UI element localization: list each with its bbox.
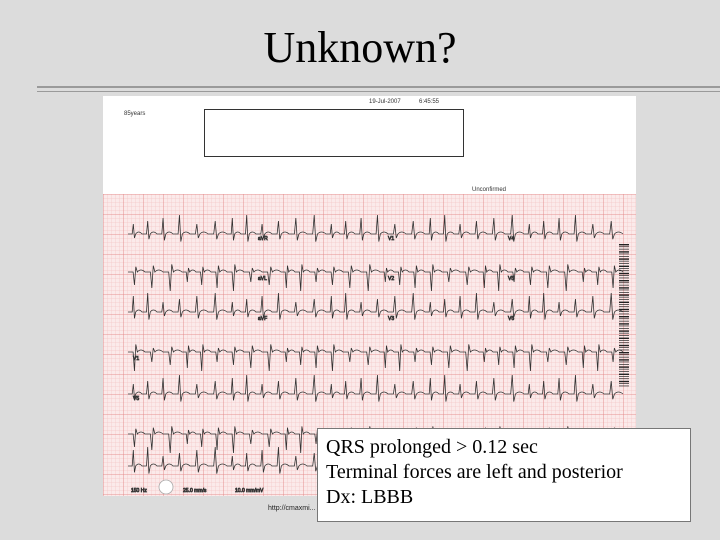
ecg-date: 19-Jul-2007 xyxy=(369,99,401,105)
barcode-bar xyxy=(619,246,629,247)
lead-label: V3 xyxy=(388,316,395,322)
ecg-footer-text: 10.0 mm/mV xyxy=(235,488,264,494)
barcode-bar xyxy=(619,290,629,291)
barcode-bar xyxy=(619,292,629,293)
barcode-bar xyxy=(619,244,629,245)
barcode-bar xyxy=(619,318,629,319)
lead-label: V2 xyxy=(388,276,395,282)
barcode-bar xyxy=(619,258,629,259)
barcode-bar xyxy=(619,342,629,343)
barcode-bar xyxy=(619,345,629,346)
barcode-bar xyxy=(619,326,629,327)
barcode-bar xyxy=(619,273,629,274)
lead-label: V5 xyxy=(133,396,140,402)
barcode-bar xyxy=(619,302,629,303)
barcode-bar xyxy=(619,383,629,384)
lead-label: V6 xyxy=(508,316,515,322)
barcode-bar xyxy=(619,261,629,262)
barcode-bar xyxy=(619,347,629,348)
barcode-bar xyxy=(619,378,629,379)
lead-label: aVR xyxy=(258,236,268,242)
barcode-bar xyxy=(619,386,629,387)
barcode-bar xyxy=(619,362,629,363)
barcode-bar xyxy=(619,275,629,276)
barcode-bar xyxy=(619,282,629,283)
barcode-bar xyxy=(619,270,629,271)
source-url: http://cmaxmi... xyxy=(268,505,316,512)
punch-hole xyxy=(159,480,173,494)
barcode-bar xyxy=(619,381,629,382)
patient-age: 85years xyxy=(124,111,146,117)
ecg-footer-text: 150 Hz xyxy=(131,488,147,494)
barcode-bar xyxy=(619,309,629,310)
ecg-time: 6:45:55 xyxy=(419,99,440,105)
lead-label: V5 xyxy=(508,276,515,282)
annotation-line-dx: Dx: LBBB xyxy=(326,486,414,508)
annotation-line-terminal: Terminal forces are left and posterior xyxy=(326,461,623,483)
barcode-bar xyxy=(619,316,629,317)
barcode-bar xyxy=(619,357,629,358)
barcode-bar xyxy=(619,280,629,281)
barcode-bar xyxy=(619,306,629,307)
barcode-bar xyxy=(619,340,629,341)
annotation-box xyxy=(317,428,691,522)
barcode-bar xyxy=(619,328,629,329)
ecg-footer-text: 25.0 mm/s xyxy=(183,488,207,494)
title-divider-thin xyxy=(37,91,720,92)
barcode-bar xyxy=(619,251,629,252)
barcode-bar xyxy=(619,330,629,331)
barcode-bar xyxy=(619,256,629,257)
barcode-bar xyxy=(619,297,629,298)
barcode-bar xyxy=(619,374,629,375)
barcode-bar xyxy=(619,364,629,365)
barcode-bar xyxy=(619,350,629,351)
barcode-bar xyxy=(619,359,629,360)
barcode-bar xyxy=(619,287,629,288)
barcode-bar xyxy=(619,366,629,367)
lead-label: aVF xyxy=(258,316,268,322)
barcode-bar xyxy=(619,263,629,264)
lead-label: aVL xyxy=(258,276,267,282)
barcode-bar xyxy=(619,369,629,370)
title-divider xyxy=(37,86,720,88)
barcode-bar xyxy=(619,352,629,353)
lead-label: V4 xyxy=(508,236,515,242)
slide-title: Unknown? xyxy=(263,23,457,72)
barcode-bar xyxy=(619,354,629,355)
barcode-bar xyxy=(619,371,629,372)
barcode-bar xyxy=(619,333,629,334)
barcode-bar xyxy=(619,266,629,267)
lead-label: V1 xyxy=(133,356,140,362)
barcode-bar xyxy=(619,254,629,255)
barcode-bar xyxy=(619,299,629,300)
barcode-bar xyxy=(619,294,629,295)
ecg-status: Unconfirmed xyxy=(472,187,507,193)
patient-name-box xyxy=(204,109,464,157)
barcode-bar xyxy=(619,249,629,250)
barcode-bar xyxy=(619,376,629,377)
barcode-bar xyxy=(619,311,629,312)
barcode-bar xyxy=(619,278,629,279)
barcode-bar xyxy=(619,338,629,339)
barcode-bar xyxy=(619,335,629,336)
barcode-bar xyxy=(619,268,629,269)
barcode-bar xyxy=(619,285,629,286)
annotation-line-qrs: QRS prolonged > 0.12 sec xyxy=(326,436,538,458)
barcode-bar xyxy=(619,314,629,315)
barcode-bar xyxy=(619,321,629,322)
barcode-bar xyxy=(619,323,629,324)
lead-label: V1 xyxy=(388,236,395,242)
barcode-bar xyxy=(619,304,629,305)
